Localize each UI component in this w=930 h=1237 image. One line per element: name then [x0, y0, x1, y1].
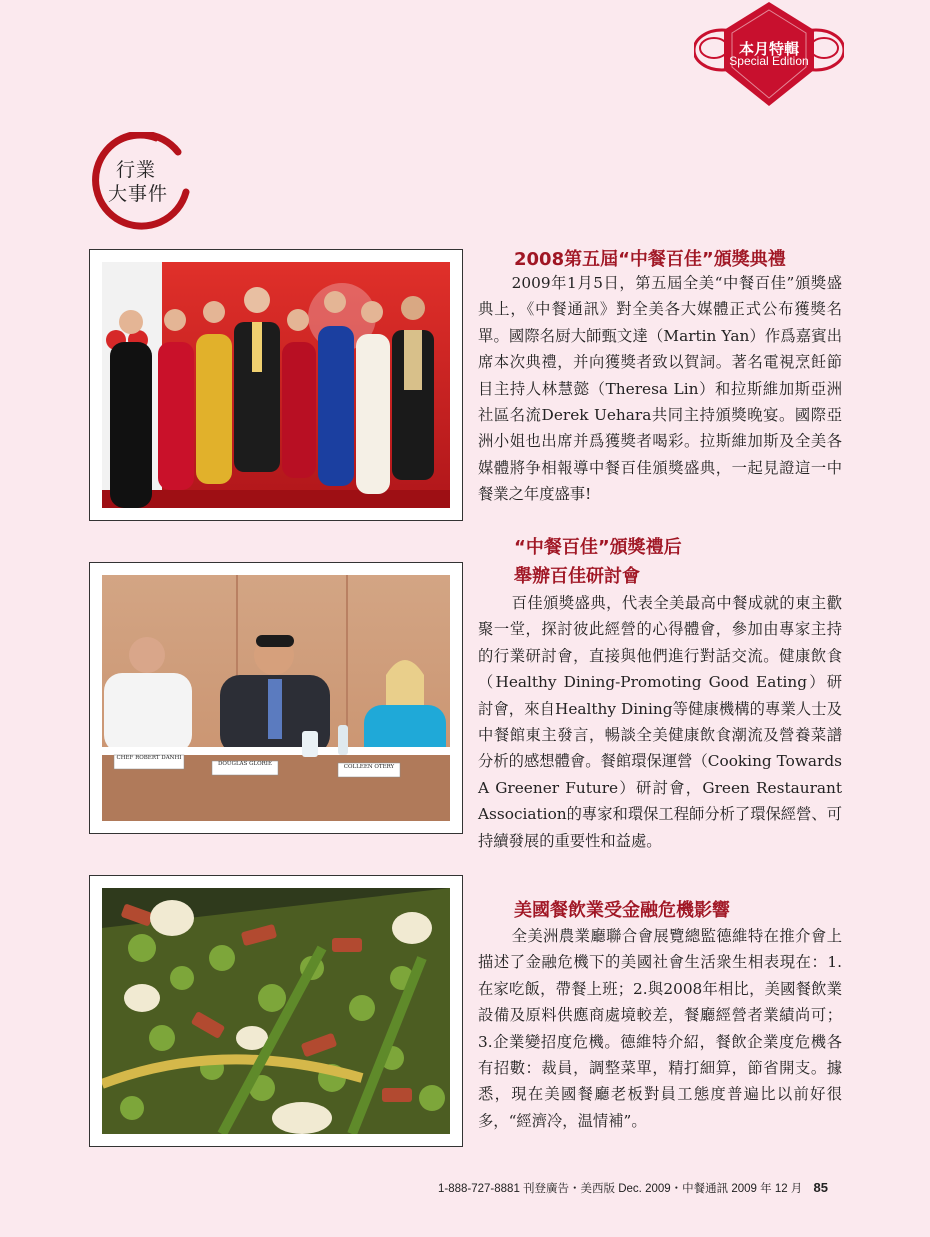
badge-subtitle: Special Edition	[729, 54, 809, 68]
article2-paragraph: 百佳頒獎盛典，代表全美最高中餐成就的東主歡聚一堂，探討彼此經營的心得體會，參加由專家主持的行業研討會，直接與他們進行對話交流。健康飲食（Healthy Dining-Promoting Good Eating）研討會，來自Healthy Dining等健康機構的專業人士及中餐館東主發言，暢談全美健康飲食潮流及營養菜譜分析的感想體會。餐館環保運營（Cooking Towards A Greener Future）研討會，Green Restaurant Association的專家和環保工程師分析了環保經營、可持續發展的重要性和益處。	[478, 594, 842, 850]
placard-2: DOUGLAS GLORIE	[218, 761, 272, 767]
food-dish-photo	[102, 888, 450, 1134]
footer-text: 1-888-727-8881 刊登廣告・美西版 Dec. 2009・中餐通訊 2009 年 12 月	[438, 1183, 803, 1195]
badge-title: 本月特輯	[738, 40, 799, 58]
page-footer	[438, 1180, 828, 1196]
article1-body	[478, 270, 842, 508]
article3-paragraph: 全美洲農業廳聯合會展覽總監德維特在推介會上描述了金融危機下的美國社會生活衆生相表現在：1.在家吃飯，帶餐上班；2.與2008年相比，美國餐飲業設備及原料供應商處境較差，餐廳經營者業績尚可；3.企業變招度危機。德維特介紹，餐飲企業度危機各有招數：裁員，調整菜單，精打細算，節省開支。據悉，現在美國餐廳老板對員工態度普遍比以前好很多，“經濟冷，温情補”。	[478, 927, 842, 1130]
article2-body	[478, 590, 842, 854]
section-label-line2: 大事件	[108, 183, 169, 205]
article1-paragraph: 2009年1月5日，第五屆全美“中餐百佳”頒獎盛典上，《中餐通訊》對全美各大媒體正式公布獲獎名單。國際名厨大師甄文達（Martin Yan）作爲嘉賓出席本次典禮，并向獲獎者致以賀詞。著名電視烹飪節目主持人林慧懿（Theresa Lin）和拉斯維加斯亞洲社區名流Derek Uehara共同主持頒獎晚宴。國際亞洲小姐也出席并爲獲獎者喝彩。拉斯維加斯及全美各媒體將争相報導中餐百佳頒獎盛典，一起見證這一中餐業之年度盛事!	[478, 274, 842, 504]
special-edition-badge	[694, 0, 844, 110]
article3-title: 美國餐飲業受金融危機影響	[514, 900, 730, 921]
section-label-line1: 行業	[116, 159, 157, 181]
awards-ceremony-photo	[102, 262, 450, 508]
placard-1: CHEF ROBERT DANHI	[116, 755, 182, 761]
article1-title: 2008第五屆“中餐百佳”頒獎典禮	[514, 249, 786, 270]
placard-3: COLLEEN OTERY	[343, 764, 395, 770]
section-stamp	[86, 132, 196, 236]
article2-title-line2: 舉辦百佳研討會	[514, 566, 640, 587]
seminar-photo	[102, 575, 450, 821]
article2-title-line1: “中餐百佳”頒獎禮后	[514, 537, 682, 558]
article3-body	[478, 923, 842, 1134]
page-number: 85	[813, 1180, 828, 1195]
